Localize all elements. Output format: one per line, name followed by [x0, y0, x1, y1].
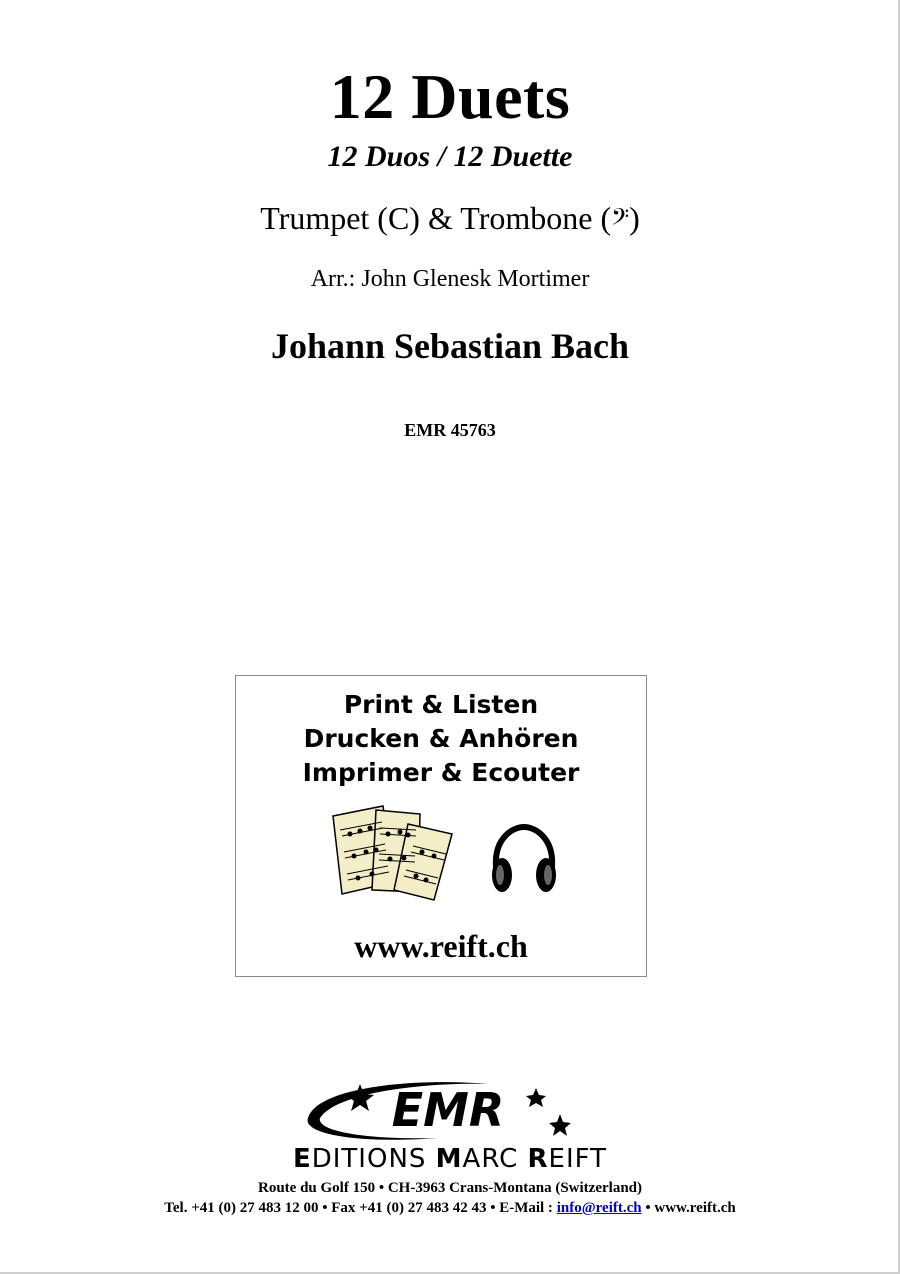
promo-line-english: Print & Listen — [343, 690, 539, 719]
bass-clef-icon: 𝄢 — [611, 203, 630, 236]
headphones-icon — [488, 823, 560, 897]
composer: Johann Sebastian Bach — [270, 326, 630, 366]
catalog-number: EMR 45763 — [404, 420, 496, 440]
print-listen-box — [235, 675, 647, 977]
svg-text:EMR: EMR — [391, 1083, 505, 1137]
publisher-contact: Tel. +41 (0) 27 483 12 00 • Fax +41 (0) 27 483 42 43 • E-Mail : info@reift.ch • www.reift.ch — [164, 1200, 736, 1216]
page-title: 12 Duets — [329, 61, 571, 132]
sheet-music-icon — [328, 804, 458, 904]
promo-line-german: Drucken & Anhören — [303, 724, 579, 753]
arranger: Arr.: John Glenesk Mortimer — [310, 266, 590, 292]
instrumentation-text: Trumpet (C) & Trombone ( — [260, 200, 612, 236]
email-link[interactable]: info@reift.ch — [556, 1200, 642, 1216]
instrumentation-close: ) — [629, 200, 640, 236]
emr-logo — [298, 1078, 598, 1148]
promo-line-french: Imprimer & Ecouter — [302, 758, 580, 787]
subtitle: 12 Duos / 12 Duette — [327, 140, 573, 173]
promo-url: www.reift.ch — [354, 928, 528, 964]
publisher-address: Route du Golf 150 • CH-3963 Crans-Montana (Switzerland) — [258, 1180, 642, 1196]
instrumentation — [0, 200, 900, 237]
publisher-name: EDITIONS MARC REIFT — [292, 1144, 608, 1174]
